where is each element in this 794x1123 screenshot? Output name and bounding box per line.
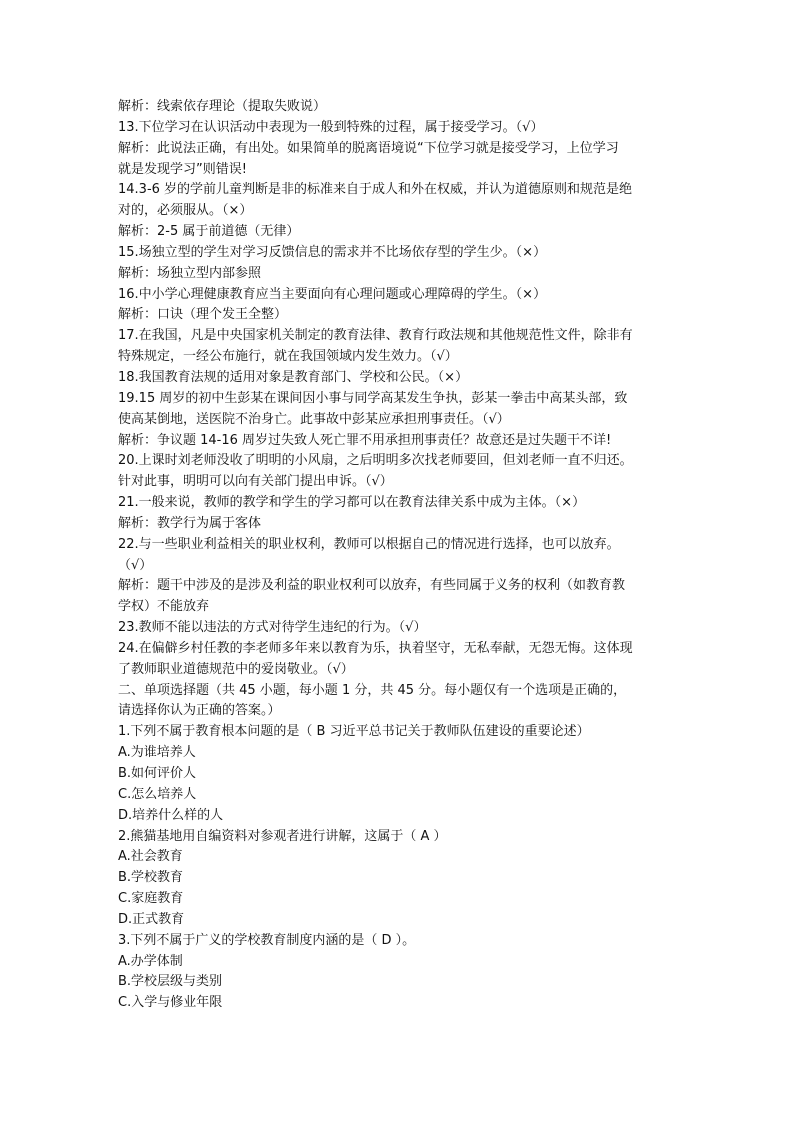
text-line: 23.教师不能以违法的方式对待学生违纪的行为。（√）: [118, 620, 427, 636]
text-line: C.怎么培养人: [118, 786, 197, 802]
text-line: 针对此事，明明可以向有关部门提出申诉。（√）: [118, 474, 393, 490]
text-line: B.如何评价人: [118, 766, 197, 781]
text-line: 1.下列不属于教育根本问题的是（ B 习近平总书记关于教师队伍建设的重要论述）: [118, 724, 590, 740]
text-line: 学权）不能放弃: [118, 599, 210, 615]
text-line: 解析：场独立型内部参照: [118, 265, 262, 281]
text-line: 解析：线索依存理论（提取失败说）: [118, 99, 327, 114]
text-line: 19.15 周岁的初中生彭某在课间因小事与同学高某发生争执，彭某一拳击中高某头部，致: [118, 390, 628, 406]
text-line: 20.上课时刘老师没收了明明的小风扇，之后明明多次找老师要回，但刘老师一直不归还。: [118, 453, 633, 469]
text-line: A.为谁培养人: [118, 745, 196, 761]
text-line: 解析：口诀（理个发王全整）: [118, 307, 288, 323]
text-line: 二、单项选择题（共 45 小题，每小题 1 分，共 45 分。每小题仅有一个选项是正确的，: [118, 682, 627, 698]
text-line: 15.场独立型的学生对学习反馈信息的需求并不比场依存型的学生少。（×）: [118, 244, 547, 260]
text-line: 解析：教学行为属于客体: [118, 515, 262, 531]
text-line: 18.我国教育法规的适用对象是教育部门、学校和公民。（×）: [118, 369, 469, 385]
text-line: D.正式教育: [118, 911, 185, 927]
text-line: 17.在我国，凡是中央国家机关制定的教育法律、教育行政法规和其他规范性文件，除非有: [118, 328, 633, 344]
text-line: 使高某倒地，送医院不治身亡。此事故中彭某应承担刑事责任。（√）: [118, 411, 510, 427]
text-line: 2.熊猫基地用自编资料对参观者进行讲解，这属于（ A ）: [118, 828, 447, 844]
text-line: 13.下位学习在认识活动中表现为一般到特殊的过程，属于接受学习。（√）: [118, 119, 544, 135]
text-line: D.培养什么样的人: [118, 807, 224, 823]
text-line: C.入学与修业年限: [118, 995, 223, 1011]
text-line: B.学校层级与类别: [118, 974, 223, 990]
text-line: A.社会教育: [118, 849, 183, 865]
text-line: 解析：2-5 属于前道德（无律）: [118, 224, 300, 240]
text-line: 21.一般来说，教师的教学和学生的学习都可以在教育法律关系中成为主体。（×）: [118, 495, 586, 511]
text-line: 解析：争议题 14-16 周岁过失致人死亡罪不用承担刑事责任？故意还是过失题干不详!: [118, 432, 612, 448]
text-line: 解析：题干中涉及的是涉及利益的职业权利可以放弃，有些同属于义务的权利（如教育教: [118, 578, 626, 594]
document-page: [118, 97, 678, 1014]
text-line: 特殊规定，一经公布施行，就在我国领域内发生效力。（√）: [118, 349, 458, 365]
text-line: 就是发现学习”则错误!: [118, 161, 247, 177]
text-line: 22.与一些职业利益相关的职业权利，教师可以根据自己的情况进行选择，也可以放弃。: [118, 536, 620, 552]
text-line: A.办学体制: [118, 953, 183, 969]
text-line: 3.下列不属于广义的学校教育制度内涵的是（ D ）。: [118, 932, 416, 948]
text-line: 14.3-6 岁的学前儿童判断是非的标准来自于成人和外在权威，并认为道德原则和规范是绝: [118, 182, 633, 198]
text-line: 了教师职业道德规范中的爱岗敬业。（√）: [118, 661, 354, 677]
text-line: 解析：此说法正确，有出处。如果简单的脱离语境说“下位学习就是接受学习，上位学习: [118, 140, 619, 156]
text-line: 24.在偏僻乡村任教的李老师多年来以教育为乐，执着坚守，无私奉献，无怨无悔。这体现: [118, 640, 633, 656]
text-line: 请选择你认为正确的答案。）: [118, 703, 281, 719]
text-line: 对的，必须服从。（×）: [118, 203, 253, 219]
text-line: C.家庭教育: [118, 891, 184, 907]
text-line: （√）: [118, 557, 153, 573]
text-line: B.学校教育: [118, 870, 184, 886]
text-line: 16.中小学心理健康教育应当主要面向有心理问题或心理障碍的学生。（×）: [118, 286, 547, 302]
